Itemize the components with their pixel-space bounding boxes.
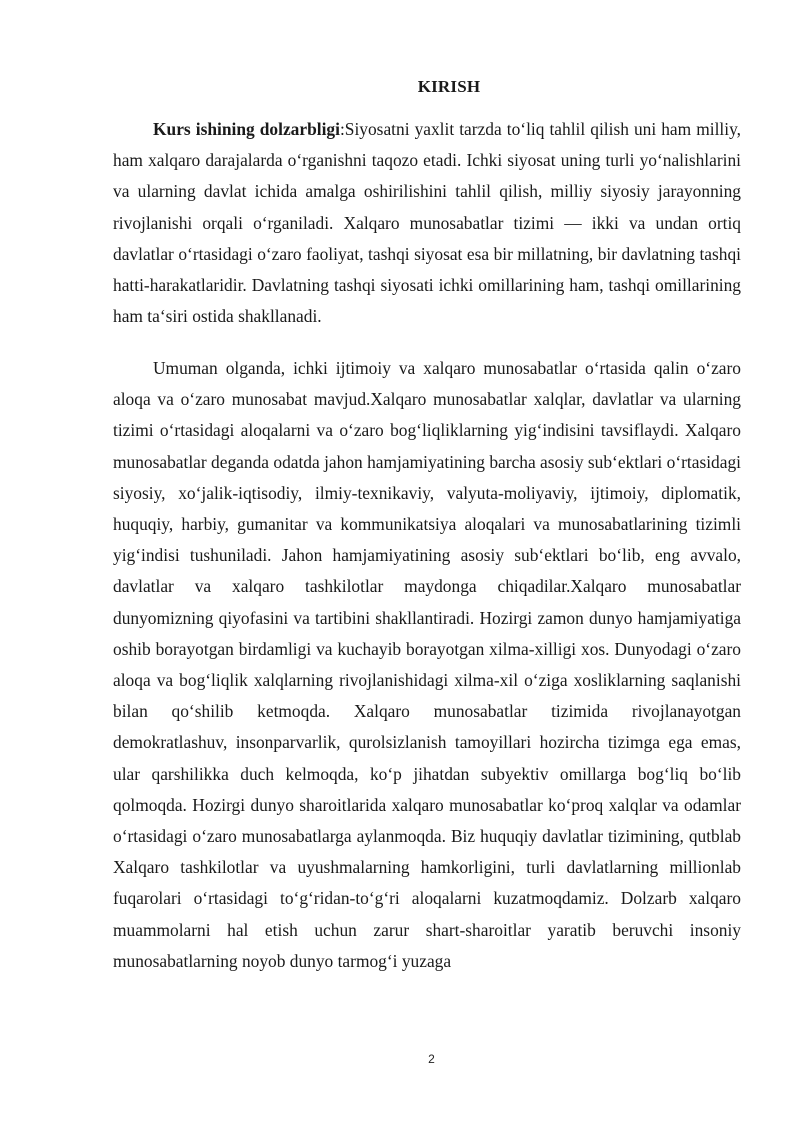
section-title: KIRISH: [417, 77, 481, 96]
paragraph-body: :Siyosatni yaxlit tarzda to‘liq tahlil qilish uni ham milliy, ham xalqaro darajalarda o‘rganishni taqozo etadi. Ichki siyosat uning turli yo‘nalishlarini va ularning davlat ichida amalga oshirilishini tahlil qilish, milliy siyosiy jarayonning rivojlanishi orqali o‘rganiladi. Xalqaro munosabatlar tizimi — ikki va undan ortiq davlatlar o‘rtasidagi o‘zaro faoliyat, tashqi siyosat esa bir millatning, bir davlatning tashqi hatti-harakatlaridir. Davlatning tashqi siyosati ichki omillarining ham, tashqi omillarining ham ta‘siri ostida shakllanadi.: [113, 119, 741, 327]
paragraph-relevance: [113, 114, 741, 332]
paragraph-international-relations: Umuman olganda, ichki ijtimoiy va xalqaro munosabatlar o‘rtasida qalin o‘zaro aloqa va o‘zaro munosabat mavjud.Xalqaro munosabatlar xalqlar, davlatlar va ularning tizimi o‘rtasidagi aloqalarni va o‘zaro bog‘liqliklarning yig‘indisini tavsiflaydi. Xalqaro munosabatlar deganda odatda jahon hamjamiyatining barcha asosiy sub‘ektlari o‘rtasidagi siyosiy, xo‘jalik-iqtisodiy, ilmiy-texnikaviy, valyuta-moliyaviy, ijtimoiy, diplomatik, huquqiy, harbiy, gumanitar va kommunikatsiya aloqalari va munosabatlarining tizimli yig‘indisi tushuniladi. Jahon hamjamiyatining asosiy sub‘ektlari bo‘lib, eng avvalo, davlatlar va xalqaro tashkilotlar maydonga chiqadilar.Xalqaro munosabatlar dunyomizning qiyofasini va tartibini shakllantiradi. Hozirgi zamon dunyo hamjamiyatiga oshib borayotgan birdamligi va kuchayib borayotgan xilma-xilligi xos. Dunyodagi o‘zaro aloqa va bog‘liqlik xalqlarning rivojlanishidagi xilma-xil o‘ziga xosliklarning saqlanishi bilan qo‘shilib ketmoqda. Xalqaro munosabatlar tizimida rivojlanayotgan demokratlashuv, insonparvarlik, qurolsizlanish tamoyillari hozircha tizimga ega emas, ular qarshilikka duch kelmoqda, ko‘p jihatdan subyektiv omillarga bog‘liq bo‘lib qolmoqda. Hozirgi dunyo sharoitlarida xalqaro munosabatlar ko‘proq xalqlar va odamlar o‘rtasidagi o‘zaro munosabatlarga aylanmoqda. Biz huquqiy davlatlar tizimining, qutblab Xalqaro tashkilotlar va uyushmalarning hamkorligini, turli davlatlarning millionlab fuqarolari o‘rtasidagi to‘g‘ridan-to‘g‘ri aloqalarni kuzatmoqdamiz. Dolzarb xalqaro muammolarni hal etish uchun zarur shart-sharoitlar yaratib beruvchi insoniy munosabatlarning noyob dunyo tarmog‘i yuzaga: [113, 358, 741, 971]
page-number: 2: [428, 1052, 435, 1066]
paragraph-lead-heading: Kurs ishining dolzarbligi: [153, 119, 340, 139]
